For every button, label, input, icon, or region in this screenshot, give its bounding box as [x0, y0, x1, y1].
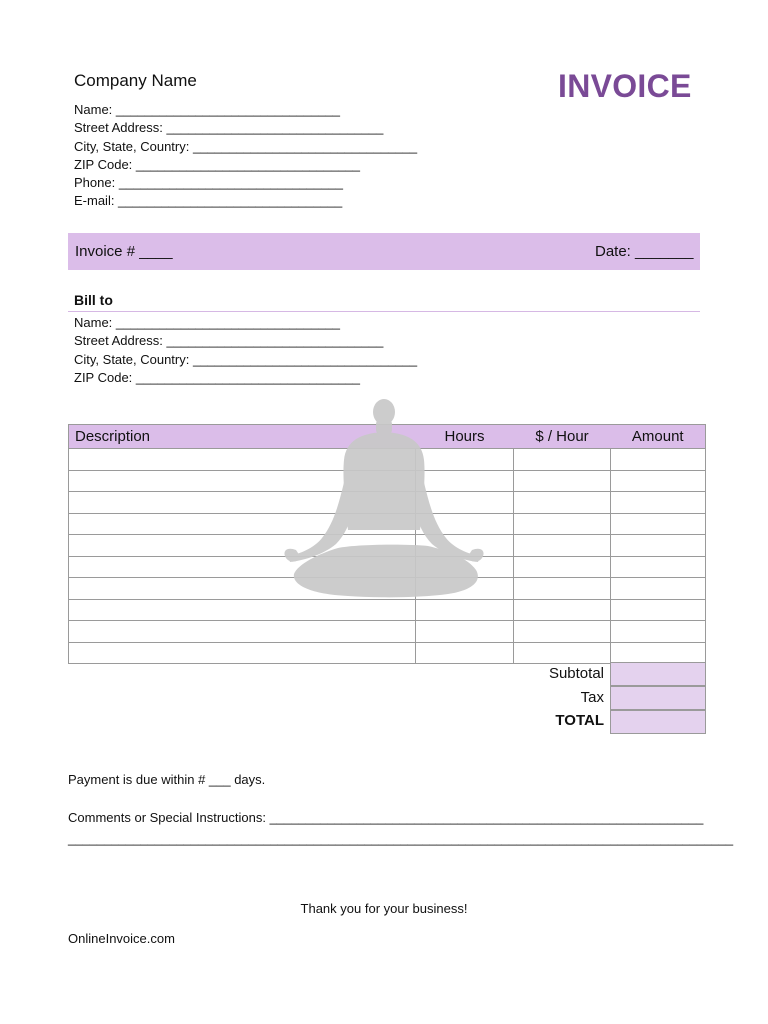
amount-cell[interactable]	[611, 556, 706, 578]
table-row	[69, 642, 706, 664]
rate-cell[interactable]	[514, 470, 611, 492]
rate-cell[interactable]	[514, 642, 611, 664]
total-label: TOTAL	[555, 712, 604, 729]
payment-terms[interactable]: Payment is due within # ___ days.	[68, 772, 266, 787]
company-phone-field[interactable]: Phone: _______________________________	[74, 175, 343, 191]
comments-field[interactable]: Comments or Special Instructions: ____________________________________________________________	[68, 810, 704, 825]
invoice-number-field[interactable]: Invoice # ____	[75, 243, 173, 260]
meditation-silhouette-icon	[278, 398, 490, 602]
rate-cell[interactable]	[514, 513, 611, 535]
amount-cell[interactable]	[611, 470, 706, 492]
total-value-field[interactable]	[610, 710, 706, 734]
amount-cell[interactable]	[611, 535, 706, 557]
hours-cell[interactable]	[416, 621, 514, 643]
description-cell[interactable]	[69, 621, 416, 643]
description-cell[interactable]	[69, 599, 416, 621]
table-row	[69, 621, 706, 643]
amount-cell[interactable]	[611, 599, 706, 621]
tax-value-field[interactable]	[610, 686, 706, 710]
hours-cell[interactable]	[416, 642, 514, 664]
column-rate: $ / Hour	[514, 425, 611, 449]
rate-cell[interactable]	[514, 449, 611, 471]
bill-city-field[interactable]: City, State, Country: _______________________________	[74, 351, 418, 367]
invoice-date-field[interactable]: Date: _______	[595, 243, 694, 260]
amount-cell[interactable]	[611, 492, 706, 514]
amount-cell[interactable]	[611, 449, 706, 471]
rate-cell[interactable]	[514, 535, 611, 557]
comments-field-continued[interactable]: ____________________________________________________________________________________________	[68, 831, 734, 846]
description-cell[interactable]	[69, 642, 416, 664]
tax-label: Tax	[580, 689, 604, 706]
column-amount: Amount	[611, 425, 706, 449]
bill-to-info	[74, 314, 417, 387]
hours-cell[interactable]	[416, 599, 514, 621]
subtotal-value-field[interactable]	[610, 662, 706, 686]
amount-cell[interactable]	[611, 642, 706, 664]
rate-cell[interactable]	[514, 556, 611, 578]
company-street-field[interactable]: Street Address: ______________________________	[74, 120, 384, 136]
thank-you-note: Thank you for your business!	[300, 901, 468, 916]
column-hours: Hours	[416, 425, 514, 449]
company-email-field[interactable]: E-mail: _______________________________	[74, 193, 343, 209]
company-name: Company Name	[74, 71, 197, 90]
amount-cell[interactable]	[611, 578, 706, 600]
bill-zip-field[interactable]: ZIP Code: _______________________________	[74, 369, 361, 385]
rate-cell[interactable]	[514, 578, 611, 600]
amount-cell[interactable]	[611, 513, 706, 535]
invoice-title: INVOICE	[558, 68, 692, 104]
footer-site-name: OnlineInvoice.com	[68, 931, 175, 946]
company-city-field[interactable]: City, State, Country: _______________________________	[74, 138, 418, 154]
company-info	[74, 101, 417, 211]
bill-to-divider	[68, 311, 700, 312]
rate-cell[interactable]	[514, 621, 611, 643]
subtotal-label: Subtotal	[548, 665, 604, 682]
rate-cell[interactable]	[514, 492, 611, 514]
bill-street-field[interactable]: Street Address: ______________________________	[74, 333, 384, 349]
column-description: Description	[69, 425, 416, 449]
bill-to-heading: Bill to	[74, 292, 113, 308]
table-row	[69, 599, 706, 621]
rate-cell[interactable]	[514, 599, 611, 621]
bill-name-field[interactable]: Name: _______________________________	[74, 315, 341, 330]
company-zip-field[interactable]: ZIP Code: _______________________________	[74, 156, 361, 172]
amount-cell[interactable]	[611, 621, 706, 643]
company-name-field[interactable]: Name: _______________________________	[74, 102, 341, 117]
